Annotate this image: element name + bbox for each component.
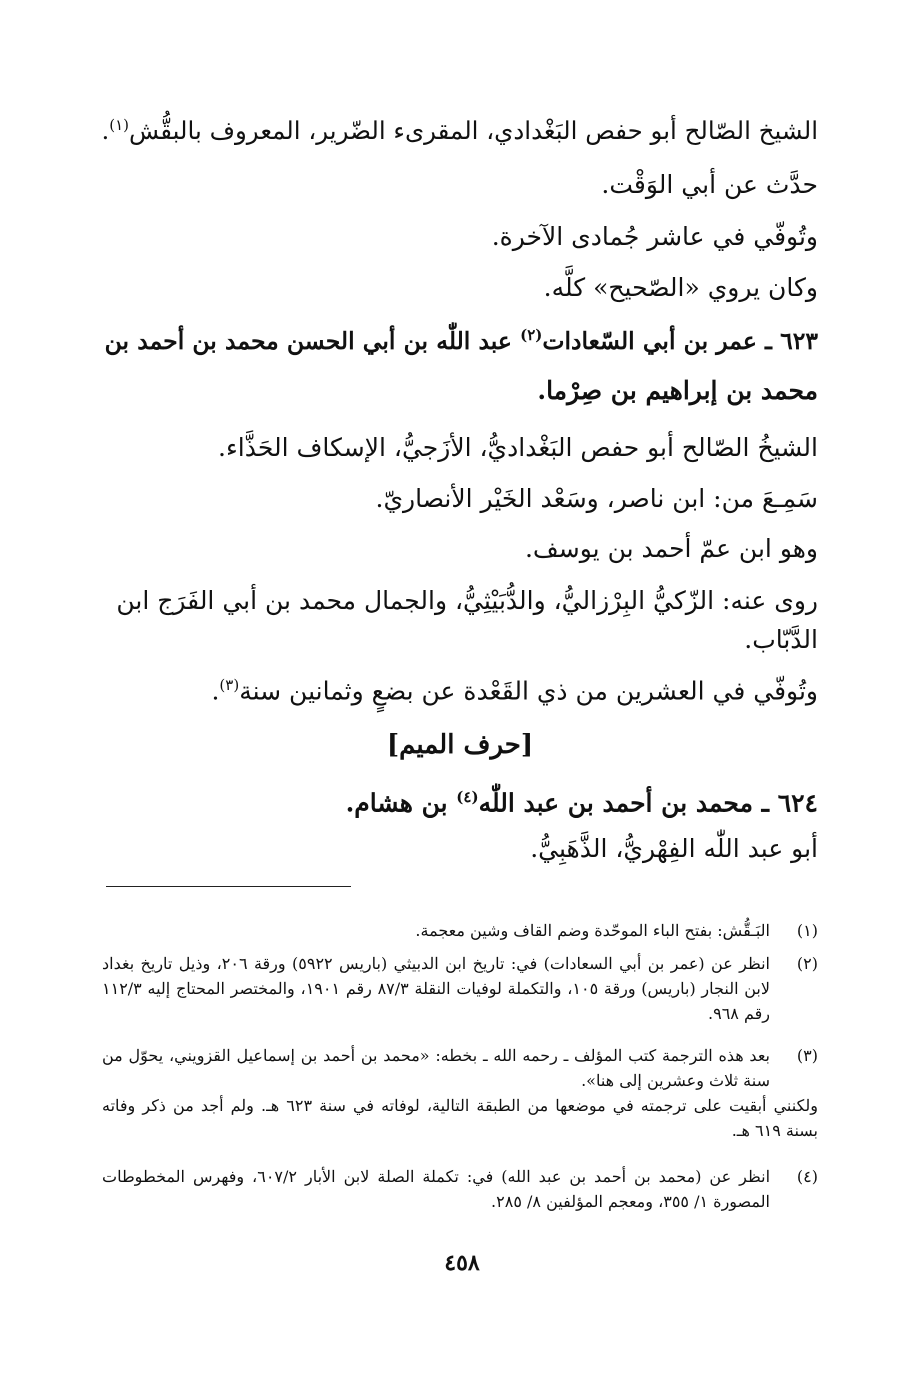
footnote-3 <box>102 1043 818 1143</box>
text: عبد اللّٰه بن أبي الحسن محمد بن أحمد بن <box>104 326 521 355</box>
text-line: الدَّبّاب. <box>744 625 818 654</box>
footnote-ref: (١) <box>109 116 130 134</box>
text-line <box>102 676 818 705</box>
text-line: وهو ابن عمّ أحمد بن يوسف. <box>524 534 818 563</box>
text: . <box>101 116 110 146</box>
footnote-text: بعد هذه الترجمة كتب المؤلف ـ رحمه الله ـ بخطه: «محمد بن أحمد بن إسماعيل القزويني، يحوّل من سنة ثلاث وعشرين إلى هنا». <box>102 1046 770 1090</box>
footnote-ref: (٣) <box>219 676 240 694</box>
footnote-2 <box>102 951 818 1026</box>
footnote-text-continued: ولكنني أبقيت على ترجمته في موضعها من الطبقة التالية، لوفاته في سنة ٦٢٣ هـ. ولم أجد من ذكر وفاته بسنة ٦١٩ هـ. <box>102 1096 819 1140</box>
footnote-text: انظر عن (عمر بن أبي السعادات) في: تاريخ ابن الدبيثي (باريس ٥٩٢٢) ورقة ٢٠٦، وذيل تاريخ بغداد لابن النجار (باريس) ورقة ١٠٥، والتكملة لوفيات النقلة ٨٧/٣ رقم ١٩٠١، والمختصر المحتاج إليه ١١٢/٣ رقم ٩٦٨. <box>102 954 771 1023</box>
text-line: الشيخُ الصّالح أبو حفص البَغْداديُّ، الأزَجيُّ، الإسكاف الحَذَّاء. <box>218 433 818 462</box>
footnote-divider <box>106 886 351 887</box>
footnote-ref: (٤) <box>456 788 479 806</box>
text-line: حدَّث عن أبي الوَقْت. <box>601 170 818 199</box>
entry-heading-623-cont: محمد بن إبراهيم بن صِرْما. <box>537 376 818 405</box>
footnote-text: البَـقُّش: بفتح الباء الموحّدة وضم القاف وشين معجمة. <box>415 921 770 940</box>
text-line: أبو عبد اللّٰه الفِهْريُّ، الذَّهَبِيُّ. <box>530 834 818 863</box>
text-line <box>102 116 818 145</box>
footnote-1 <box>102 918 818 943</box>
footnote-text: انظر عن (محمد بن أحمد بن عبد الله) في: تكملة الصلة لابن الأبار ٦٠٧/٢، وفهرس المخطوطات المصورة ١/ ٣٥٥، ومعجم المؤلفين ٨/ ٢٨٥. <box>102 1167 771 1211</box>
page-number: ٤٥٨ <box>444 1250 480 1276</box>
text: ٦٢٣ ـ عمر بن أبي السّعادات <box>542 326 818 355</box>
footnote-number: (٢) <box>796 954 818 973</box>
footnote-4 <box>102 1164 818 1214</box>
footnote-number: (٣) <box>796 1046 818 1065</box>
text: وتُوفّي في العشرين من ذي القَعْدة عن بضعٍ وثمانين سنة <box>239 676 818 706</box>
text: بن هشام. <box>345 788 457 818</box>
footnote-ref: (٢) <box>520 326 543 344</box>
entry-heading-624 <box>102 788 818 817</box>
text: الشيخ الصّالح أبو حفص البَغْدادي، المقرىء الضّرير، المعروف بالبقُّش <box>129 116 818 146</box>
text-line: روى عنه: الزّكيُّ البِرْزاليُّ، والدُّبَيْثِيُّ، والجمال محمد بن أبي الفَرَج ابن <box>116 586 818 615</box>
text-line: وكان يروي «الصّحيح» كلَّه. <box>543 273 818 302</box>
footnote-number: (٤) <box>796 1167 818 1186</box>
text: ٦٢٤ ـ محمد بن أحمد بن عبد اللّٰه <box>478 788 818 818</box>
section-heading: [حرف الميم] <box>386 730 534 760</box>
entry-heading-623 <box>102 326 818 355</box>
text-line: سَمِـعَ من: ابن ناصر، وسَعْد الخَيْر الأنصاريّ. <box>375 484 818 513</box>
text: . <box>211 676 220 706</box>
footnote-number: (١) <box>796 921 818 940</box>
text-line: وتُوفّي في عاشر جُمادى الآخرة. <box>491 222 818 251</box>
